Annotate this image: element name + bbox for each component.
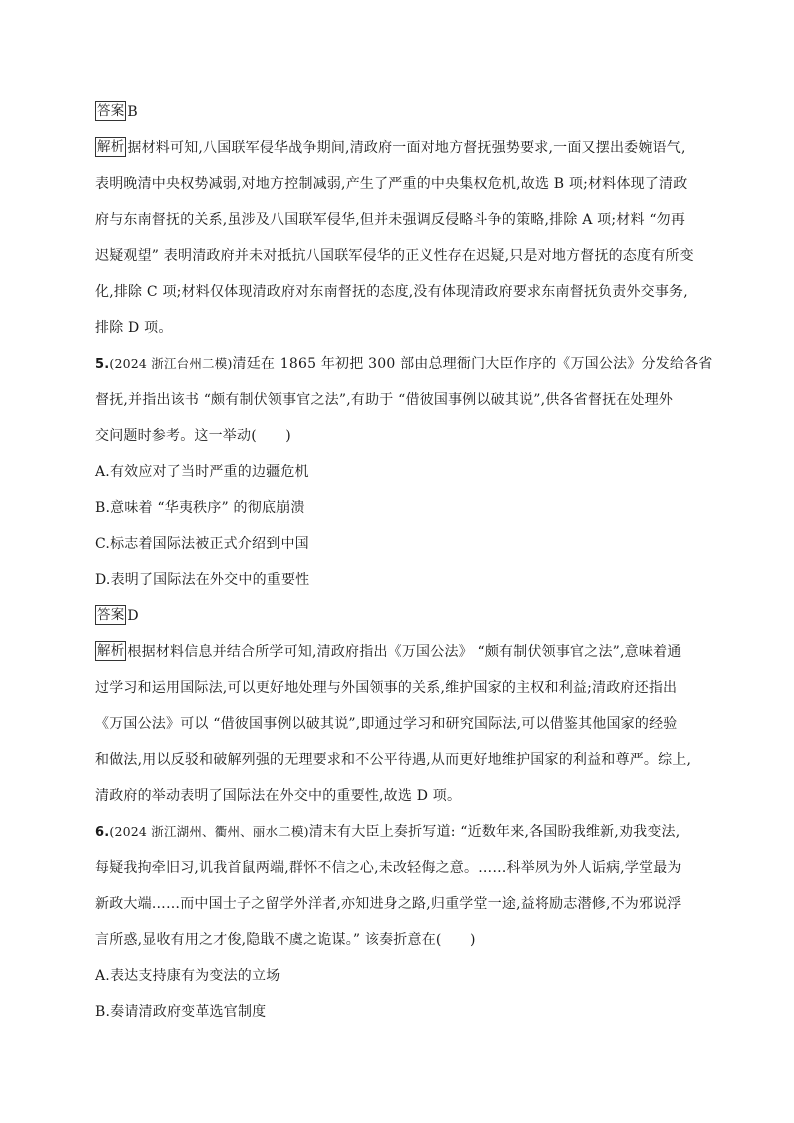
analysis-tag: 解析: [97, 643, 125, 659]
q5-analysis-line: [95, 640, 705, 664]
q5-option-c: C.标志着国际法被正式介绍到中国: [95, 536, 309, 552]
q6-number: 6.: [95, 825, 110, 840]
q5-answer-line: [95, 604, 705, 628]
q6-stem-line: 言所惑,显收有用之才俊,隐戢不虞之诡谋。” 该奏折意在( ): [95, 932, 476, 948]
q5-stem-line: 督抚,并指出该书 “颇有制伏领事官之法”,有助于 “借彼国事例以破其说”,供各省督抚在处理外: [95, 392, 674, 408]
q6-stem-text: 清末有大臣上奏折写道: “近数年来,各国盼我维新,劝我变法,: [308, 824, 681, 840]
q5-analysis-line: 清政府的举动表明了国际法在外交中的重要性,故选 D 项。: [95, 788, 462, 804]
q4-analysis-line: 排除 D 项。: [95, 320, 173, 336]
document-page: [95, 100, 713, 1036]
analysis-tag: 解析: [97, 139, 125, 155]
q5-analysis-line: 过学习和运用国际法,可以更好地处理与外国领事的关系,维护国家的主权和利益;清政府还指出: [95, 680, 678, 696]
q4-analysis-text: 据材料可知,八国联军侵华战争期间,清政府一面对地方督抚强势要求,一面又摆出委婉语气,: [127, 140, 686, 156]
q5-source: (2024 浙江台州二模): [109, 356, 233, 371]
q6-option-b: B.奏请清政府变革选官制度: [95, 1004, 267, 1020]
q6-source: (2024 浙江湖州、衢州、丽水二模): [109, 824, 309, 839]
answer-tag: 答案: [97, 103, 125, 119]
q4-analysis-line: [95, 136, 705, 160]
q6-stem-line: [95, 820, 705, 844]
answer-tag: 答案: [97, 607, 125, 623]
q5-analysis-line: 《万国公法》可以 “借彼国事例以破其说”,即通过学习和研究国际法,可以借鉴其他国家的经验: [95, 716, 678, 732]
q6-stem-line: 每疑我拘牵旧习,讥我首鼠两端,群怀不信之心,未改轻侮之意。……科举夙为外人诟病,学堂最为: [95, 860, 682, 876]
q5-option-d: D.表明了国际法在外交中的重要性: [95, 572, 310, 588]
q4-analysis-line: 迟疑观望” 表明清政府并未对抵抗八国联军侵华的正义性存在迟疑,只是对地方督抚的态度有所变: [95, 248, 694, 264]
q5-option-a: A.有效应对了当时严重的边疆危机: [95, 464, 309, 480]
q5-analysis-line: 和做法,用以反驳和破解列强的无理要求和不公平待遇,从而更好地维护国家的利益和尊严。综上,: [95, 752, 692, 768]
q5-stem-line: 交问题时参考。这一举动( ): [95, 428, 291, 444]
q5-stem-text: 清廷在 1865 年初把 300 部由总理衙门大臣作序的《万国公法》分发给各省: [232, 356, 713, 372]
q5-analysis-text: 根据材料信息并结合所学可知,清政府指出《万国公法》 “颇有制伏领事官之法”,意味着通: [127, 644, 682, 660]
q5-answer: D: [127, 608, 139, 624]
q6-option-a: A.表达支持康有为变法的立场: [95, 968, 281, 984]
q6-stem-line: 新政大端……而中国士子之留学外洋者,亦知进身之路,归重学堂一途,益将励志潜修,不为邪说浮: [95, 896, 682, 912]
q4-analysis-line: 府与东南督抚的关系,虽涉及八国联军侵华,但并未强调反侵略斗争的策略,排除 A 项;材料 “勿再: [95, 212, 686, 228]
q4-answer-line: [95, 100, 705, 124]
q4-analysis-line: 化,排除 C 项;材料仅体现清政府对东南督抚的态度,没有体现清政府要求东南督抚负责外交事务,: [95, 284, 688, 300]
q5-stem-line: [95, 352, 713, 376]
q4-answer: B: [127, 104, 138, 120]
q4-analysis-line: 表明晚清中央权势减弱,对地方控制减弱,产生了严重的中央集权危机,故选 B 项;材料体现了清政: [95, 176, 688, 192]
q5-option-b: B.意味着 “华夷秩序” 的彻底崩溃: [95, 500, 305, 516]
q5-number: 5.: [95, 357, 110, 372]
